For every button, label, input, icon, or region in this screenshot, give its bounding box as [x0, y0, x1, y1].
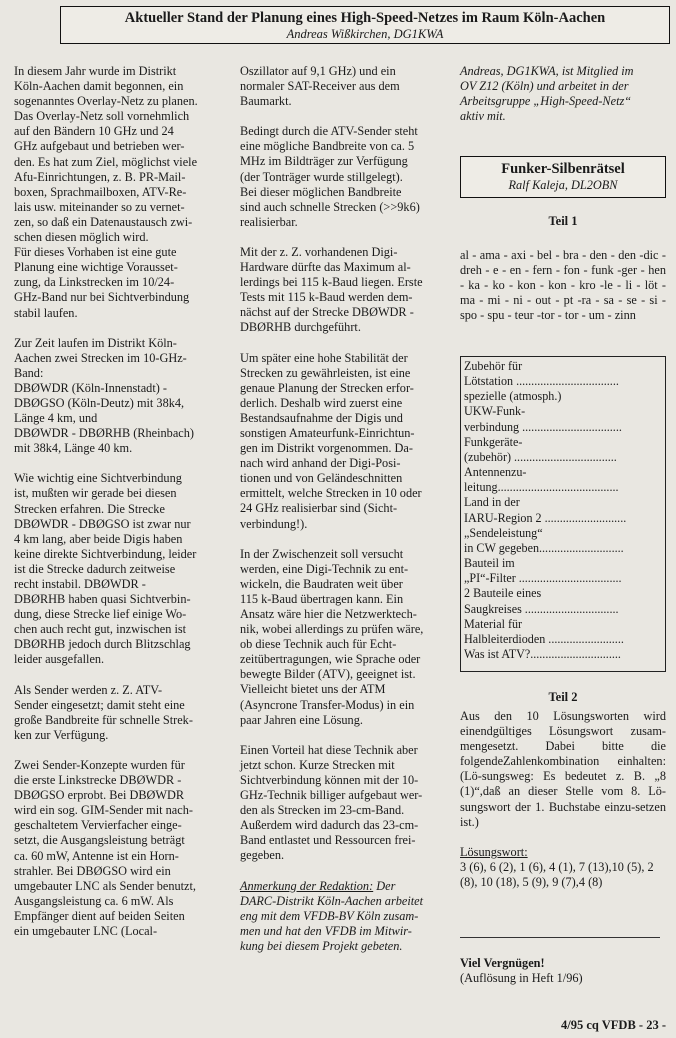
text-line: Um später eine hohe Stabilität der	[240, 350, 408, 365]
text-line: bewegte Bilder (ATV), geeignet ist.	[240, 667, 416, 682]
part2-heading: Teil 2	[548, 690, 578, 704]
text-line: eine mögliche Bandbreite von ca. 5	[240, 139, 415, 154]
puzzle-header	[460, 156, 666, 198]
text-line: ken zur Verfügung.	[14, 727, 109, 742]
paragraph	[14, 336, 226, 457]
text-line: sonstigen Amateurfunk-Einrichtun-	[240, 425, 415, 440]
text-line: daß an dieser Stelle vom 8. Lö-	[482, 784, 666, 799]
text-line: GHz aufgebaut und betrieben wer-	[14, 139, 185, 154]
page-footer: 4/95 cq VFDB - 23 -	[561, 1018, 666, 1032]
clue-line: Land in der	[464, 495, 520, 510]
article-header	[60, 6, 670, 44]
text-line: DBØRHB jedoch durch Blitzschlag	[14, 637, 191, 652]
editor-note	[240, 879, 444, 954]
text-line: ca. 60 mW, Antenne ist ein Horn-	[14, 848, 179, 863]
text-line: Strecken zu gewährleisten, ist eine	[240, 365, 411, 380]
clue-line: Material für	[464, 616, 523, 631]
column-1	[14, 64, 226, 954]
text-line: Das Overlay-Netz soll vornehmlich	[14, 109, 190, 124]
solution-line: 3 (6), 6 (2), 1 (6), 4 (1), 7 (13),	[460, 860, 612, 875]
text-line: setzt, die Ausgangsleistung beträgt	[14, 833, 185, 848]
text-line: den. Es hat zum Ziel, möglichst viele	[14, 154, 198, 169]
clue-line: in CW gegeben............................	[464, 540, 624, 555]
paragraph	[14, 683, 226, 743]
text-line: genaue Planung der Strecken erfor-	[240, 380, 414, 395]
text-line: tionen und von Geländeschnitten	[240, 471, 403, 486]
text-line: Zur Zeit laufen im Distrikt Köln-	[14, 335, 177, 350]
text-line: wickeln, die Baudraten weit über	[240, 576, 403, 591]
text-line: gen im Distrikt vorgenommen. Da-	[240, 441, 413, 456]
text-line: men und hat den VFDB im Mitwir-	[240, 923, 412, 938]
column-2	[240, 64, 444, 969]
text-line: stabil laufen.	[14, 305, 78, 320]
text-line: gegeben.	[240, 848, 285, 863]
text-line: Aus den 10 Lösungsworten wird ein	[460, 709, 666, 739]
text-line: Vielleicht bietet uns der ATM	[240, 682, 386, 697]
text-line: DBØGSO erprobt. Bei DBØWDR	[14, 788, 185, 803]
clue-line: Saugkreises ...............................	[464, 601, 619, 616]
text-line: (Asyncrone Transfer-Modus) in ein	[240, 697, 415, 712]
divider	[460, 937, 660, 938]
solution-line: 10 (5), 2 (8), 10 (18), 5 (9), 9 (7),	[460, 860, 654, 890]
text-line: endgültiges Lösungswort zusam-	[475, 724, 666, 739]
syllable-line: al - ama - axi - bel - bra - den - den -	[460, 248, 644, 262]
text-line: Bei dieser möglichen Bandbreite	[240, 184, 402, 199]
text-line: Aachen zwei Strecken im 10-GHz-	[14, 350, 187, 365]
text-line: zen, so daß ein Datenaustausch zwi-	[14, 214, 193, 229]
text-line: DBØWDR - DBØRHB (Rheinbach)	[14, 426, 194, 441]
text-line: Ausgangsleistung ca. 6 mW. Als	[14, 893, 174, 908]
text-line: DBØWDR - DBØGSO ist zwar nur	[14, 516, 191, 531]
text-line: kung bei diesem Projekt gebeten.	[240, 938, 403, 953]
paragraph	[240, 743, 444, 864]
text-line: Oszillator auf 9,1 GHz) und ein	[240, 64, 396, 78]
text-line: DBØRHB haben quasi Sichtverbin-	[14, 592, 191, 607]
text-line: jetzt schon. Kurze Strecken mit	[240, 757, 395, 772]
text-line: Arbeitsgruppe „High-Speed-Netz“	[460, 94, 632, 109]
paragraph	[240, 547, 444, 728]
part2-section	[460, 690, 666, 830]
clue-line: Was ist ATV?..............................	[464, 646, 621, 661]
article-author: Andreas Wißkirchen, DG1KWA	[286, 27, 444, 41]
clue-line: „PI“-Filter ..................................	[464, 571, 622, 586]
text-line: nik, wobei allerdings zu prüfen wäre,	[240, 622, 424, 637]
text-line: ermittelt, welche Strecken in 10 oder	[240, 486, 422, 501]
text-line: GHz-Band nur bei Sichtverbindung	[14, 290, 190, 305]
text-line: Köln-Aachen damit begonnen, ein	[14, 79, 184, 94]
solution-label: Lösungswort:	[460, 845, 528, 859]
text-line: wird ein sog. GIM-Sender mit nach-	[14, 803, 193, 818]
text-line: ist, mußten wir gerade bei diesen	[14, 486, 177, 501]
text-line: Zwei Sender-Konzepte wurden für	[14, 757, 185, 772]
clue-box	[460, 356, 666, 672]
text-line: leider ausgefallen.	[14, 652, 105, 667]
text-line: 115 k-Baud übertragen kann. Ein	[240, 591, 404, 606]
text-line: werden, eine Digi-Technik zu ent-	[240, 561, 409, 576]
clue-line: (zubehör) ..................................	[464, 449, 617, 464]
text-line: aktiv mit.	[460, 109, 506, 124]
text-line: Afu-Einrichtungen, z. B. PR-Mail-	[14, 169, 186, 184]
clue-line: Funkgeräte-	[464, 434, 523, 449]
text-line: Sichtverbindung können mit der 10-	[240, 772, 419, 787]
text-line: Band:	[14, 365, 44, 380]
text-line: MHz im Bildträger zur Verfügung	[240, 154, 408, 169]
text-line: Mit der z. Z. vorhandenen Digi-	[240, 244, 398, 259]
text-line: sungsweg: Es bedeutet z. B. „8 (1)“,	[460, 769, 666, 799]
text-line: Strecken erfahren. Die Strecke	[14, 501, 165, 516]
text-line: Planung eine wichtige Vorausset-	[14, 260, 178, 275]
solution-section	[460, 845, 666, 890]
text-line: auf den Bändern 10 GHz und 24	[14, 124, 174, 139]
text-line: mengesetzt. Dabei bitte die folgende	[460, 739, 666, 769]
text-line: sogenanntes Overlay-Netz zu planen.	[14, 94, 198, 109]
text-line: nächst auf der Strecke DBØWDR -	[240, 305, 414, 320]
clue-line: Halbleiterdioden .........................	[464, 631, 624, 646]
text-line: den als Strecken im 23-cm-Band.	[240, 803, 405, 818]
text-line: Als Sender werden z. Z. ATV-	[14, 682, 163, 697]
clue-line: UKW-Funk-	[464, 404, 526, 419]
syllable-line: dic - dreh - e - en - fern - fon - funk -	[460, 248, 666, 277]
text-line: ist die Strecke dadurch zeitweise	[14, 561, 176, 576]
solution-combination	[460, 860, 666, 890]
text-line: normaler SAT-Receiver aus dem	[240, 79, 400, 94]
paragraph	[240, 351, 444, 532]
text-line: Außerdem wird dadurch das 23-cm-	[240, 818, 419, 833]
text-line: In diesem Jahr wurde im Distrikt	[14, 64, 177, 78]
text-line: große Bandbreite für schnelle Strek-	[14, 712, 193, 727]
puzzle-author: Ralf Kaleja, DL2OBN	[508, 178, 618, 192]
clue-line: IARU-Region 2 ...........................	[464, 510, 627, 525]
text-line: recht instabil. DBØWDR -	[14, 577, 146, 591]
text-line: derlich. Deshalb wird zuerst eine	[240, 395, 403, 410]
text-line: mit 38k4, Länge 40 km.	[14, 441, 133, 456]
syllable-line: ra - sa - se - si - spo - spu - teur -	[460, 293, 666, 322]
text-line: Zahlenkombination einhalten: (Lö-	[460, 754, 666, 784]
clue-line: verbindung .................................	[464, 419, 622, 434]
puzzle-title: Funker-Silbenrätsel	[501, 161, 625, 177]
text-line: setzen ist.)	[460, 799, 666, 829]
text-line: chen auch recht gut, inzwischen ist	[14, 622, 187, 637]
text-line: Band entlastet und Ressourcen frei-	[240, 833, 416, 848]
text-line: lerdings bei 115 k-Baud liegen. Erste	[240, 275, 423, 290]
text-line: die erste Linkstrecke DBØWDR -	[14, 773, 182, 788]
editor-note-label: Anmerkung der Redaktion:	[240, 878, 374, 893]
clue-line: Zubehör für	[464, 359, 523, 373]
text-line: DBØRHB durchgeführt.	[240, 320, 361, 335]
text-line: Baumarkt.	[240, 94, 292, 109]
clue-line: spezielle (atmosph.)	[464, 389, 562, 404]
text-line: dung, diese Strecke lief einige Wo-	[14, 607, 187, 622]
clue-line: Lötstation ..................................	[464, 374, 619, 389]
text-line: Länge 4 km, und	[14, 411, 98, 426]
text-line: boxen, Sprachmailboxen, ATV-Re-	[14, 184, 187, 199]
text-line: keine direkte Sichtverbindung, leider	[14, 546, 197, 561]
text-line: schen diesen möglich wird.	[14, 230, 149, 245]
text-line: sind auch schnelle Strecken (>>9k6)	[240, 199, 420, 214]
text-line: strahler. Bei DBØGSO wird ein	[14, 863, 171, 878]
clue-line: Antennenzu-	[464, 465, 527, 480]
text-line: nach wird anhand der Digi-Posi-	[240, 456, 401, 471]
text-line: Hardware dürfte das Maximum al-	[240, 260, 411, 275]
closing-note	[460, 956, 666, 986]
text-line: sungswort der 1. Buchstabe einzu-	[460, 799, 636, 814]
text-line: verbindung!).	[240, 516, 308, 531]
syllable-line: ger - hen - ka - ko - kon - kon - kro -	[460, 263, 667, 292]
clue-line: 2 Bauteile eines	[464, 586, 542, 601]
paragraph	[14, 471, 226, 667]
text-line: OV Z12 (Köln) und arbeitet in der	[460, 79, 629, 94]
text-line: eng mit dem VFDB-BV Köln zusam-	[240, 908, 419, 923]
clue-line: leitung........................................	[464, 480, 619, 495]
text-line: Der	[373, 878, 396, 893]
text-line: Bestandsaufnahme der Digis und	[240, 410, 403, 425]
part2-text	[460, 709, 666, 830]
text-line: realisierbar.	[240, 214, 298, 229]
text-line: Tests mit 115 k-Baud werden dem-	[240, 290, 413, 305]
text-line: DBØWDR (Köln-Innenstadt) -	[14, 380, 167, 395]
solution-line: 4 (8)	[578, 875, 603, 890]
text-line: lais usw. miteinander so zu vernet-	[14, 199, 185, 214]
text-line: zeitübertragungen, wie Sprache oder	[240, 652, 421, 667]
text-line: Sender eingesetzt; damit steht eine	[14, 697, 185, 712]
text-line: paar Jahren eine Lösung.	[240, 712, 363, 727]
paragraph	[240, 64, 444, 109]
author-note	[460, 64, 668, 139]
text-line: Einen Vorteil hat diese Technik aber	[240, 742, 418, 757]
text-line: 24 GHz realisierbar sind (Sicht-	[240, 501, 398, 516]
part1-heading: Teil 1	[548, 214, 578, 228]
text-line: ob diese Technik auch für Echt-	[240, 637, 397, 652]
text-line: Wie wichtig eine Sichtverbindung	[14, 471, 182, 486]
text-line: ein umgebauter LNC (Local-	[14, 923, 158, 938]
text-line: Für dieses Vorhaben ist eine gute	[14, 245, 177, 260]
text-line: GHz-Technik billiger aufgebaut wer-	[240, 788, 423, 803]
text-line: In der Zwischenzeit soll versucht	[240, 546, 404, 561]
paragraph	[14, 758, 226, 939]
paragraph	[240, 124, 444, 230]
article-title: Aktueller Stand der Planung eines High-Speed-Netzes im Raum Köln-Aachen	[124, 10, 606, 26]
text-line: geschaltetem Vervierfacher einge-	[14, 818, 182, 833]
text-line: Ansatz wäre hier die Netzwerktech-	[240, 607, 417, 621]
text-line: umgebauter LNC als Sender benutzt,	[14, 878, 197, 893]
text-line: Empfänger dient auf beiden Seiten	[14, 908, 185, 923]
text-line: zung, da Linkstrecken im 10/24-	[14, 275, 175, 290]
clue-line: „Sendeleistung“	[464, 525, 543, 540]
syllable-list	[460, 248, 666, 323]
solution-reference: (Auflösung in Heft 1/96)	[460, 971, 583, 986]
fun-label: Viel Vergnügen!	[460, 956, 545, 970]
text-line: (der Tonträger wurde stillgelegt).	[240, 169, 403, 184]
syllable-line: tor - tor - um - zinn	[540, 308, 636, 322]
text-line: Andreas, DG1KWA, ist Mitglied im	[460, 64, 634, 78]
syllable-line: le - li - löt - ma - mi - ni - out - pt -	[460, 278, 666, 307]
text-line: Bedingt durch die ATV-Sender steht	[240, 124, 418, 139]
text-line: DBØGSO (Köln-Deutz) mit 38k4,	[14, 395, 185, 410]
paragraph	[240, 245, 444, 336]
text-line: DARC-Distrikt Köln-Aachen arbeitet	[240, 893, 424, 908]
text-line: 4 km lang, aber beide Digis haben	[14, 531, 183, 546]
paragraph	[14, 64, 226, 321]
clue-line: Bauteil im	[464, 556, 515, 571]
